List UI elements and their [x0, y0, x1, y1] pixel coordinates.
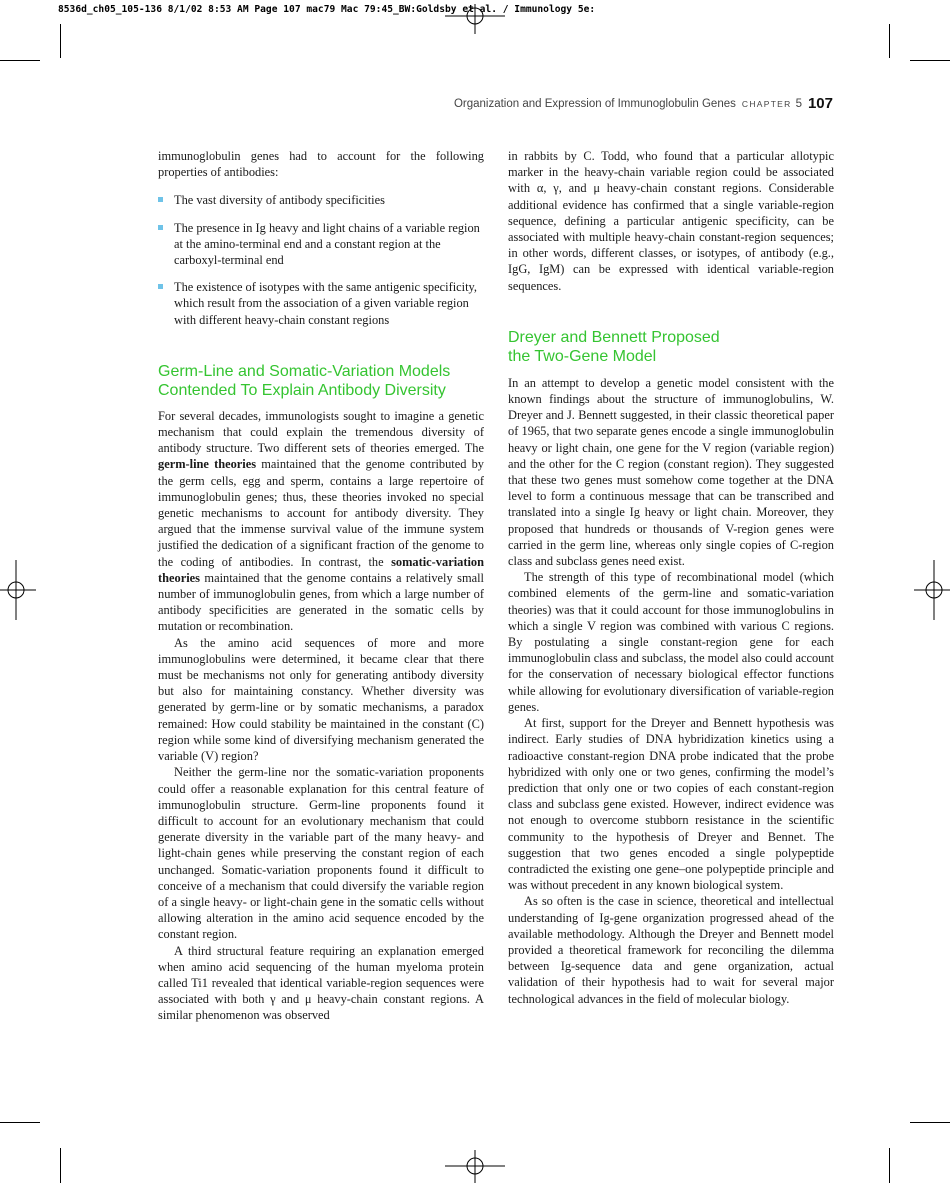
body-paragraph: For several decades, immunologists sought to imagine a genetic mechanism that could explain the tremendous diversity of antibody structure. Two different sets of theories emerged. The germ-line theories maintained that the genome contributed by the germ cells, egg and sperm, contains a large repertoire of immunoglobulin genes; thus, these theories invoked no special genetic mechanisms to account for antibody diversity. They argued that the immense survival value of the immune system justified the dedication of a significant fraction of the genome to the coding of antibodies. In contrast, the somatic-variation theories maintained that the genome contains a relatively small number of immunoglobulin genes, from which a large number of antibody specificities are generated in the somatic cells by mutation or recombination.: [158, 408, 484, 634]
body-paragraph: As the amino acid sequences of more and more immunoglobulins were determined, it became clear that there must be mechanisms not only for generating antibody diversity but also for maintaining constancy. Whether diversity was generated by germ-line or by somatic mechanisms, a paradox remained: How could stability be maintained in the constant (C) region while some kind of diversifying mechanism generated the variable (V) region?: [158, 635, 484, 764]
crop-mark-top-left-v: [60, 24, 61, 58]
body-paragraph: At first, support for the Dreyer and Bennett hypothesis was indirect. Early studies of DNA hybridization kinetics using a radioactive constant-region DNA probe indicated that the probe hybridized with only one or two genes, confirming the model’s prediction that only one or two copies of each constant-region class and subclass gene existed. However, indirect evidence was not enough to overcome stubborn resistance in the scientific community to the hypothesis of Dreyer and Bennet. The suggestion that two genes encoded a single polypeptide contradicted the existing one gene–one polypeptide principle and was without precedent in any known biological system.: [508, 716, 834, 893]
body-paragraph: The strength of this type of recombinational model (which combined elements of the germ-line and somatic-variation theories) was that it could account for those immunoglobulins in which a single V region was combined with various C regions. By postulating a single constant-region gene for each immunoglobulin class and subclass, the model also could account for the conservation of necessary biological effector functions while allowing for evolutionary diversification of variable-region genes.: [508, 570, 834, 714]
bullet-item: The presence in Ig heavy and light chains of a variable region at the amino-terminal end and a constant region at the carboxyl-terminal end: [158, 220, 484, 269]
body-paragraph: In an attempt to develop a genetic model consistent with the known findings about the structure of immunoglobulins, W. Dreyer and J. Bennett suggested, in their classic theoretical paper of 1965, that two separate genes encode a single immunoglobulin heavy or light chain, one gene for the V region (variable region) and the other for the C region (constant region). They suggested that these two genes must somehow come together at the DNA level to form a continuous message that can be transcribed and translated into a single Ig heavy or light chain. Moreover, they proposed that hundreds or thousands of V-region genes were carried in the germ line, whereas only single copies of C-region class and subclass genes need exist.: [508, 375, 834, 569]
bullet-item: The vast diversity of antibody specificities: [158, 192, 484, 208]
body-paragraph: in rabbits by C. Todd, who found that a particular allotypic marker in the heavy-chain variable region could be associated with α, γ, and μ heavy-chain constant regions. Considerable additional evidence has confirmed that a single variable-region sequence, defining a particular antigenic specificity, can be associated with multiple heavy-chain constant-region sequences; in other words, different classes, or isotypes, of antibody (e.g., IgG, IgM) can be expressed with identical variable-region sequences.: [508, 149, 834, 293]
running-head-chapter-number: 5: [795, 98, 802, 110]
running-head-title: Organization and Expression of Immunoglobulin Genes: [453, 98, 736, 110]
bullet-item: The existence of isotypes with the same antigenic specificity, which result from the association of a given variable region with different heavy-chain constant regions: [158, 279, 484, 328]
crop-mark-top-right-h: [910, 60, 950, 61]
crop-mark-top-left-h: [0, 60, 40, 61]
printer-slug: 8536d_ch05_105-136 8/1/02 8:53 AM Page 107 mac79 Mac 79:45_BW:Goldsby et al. / Immunology 5e:: [58, 4, 596, 15]
running-head: [454, 98, 802, 110]
crop-mark-bottom-right-h: [910, 1122, 950, 1123]
crop-mark-bottom-right-v: [889, 1148, 890, 1183]
registration-mark-top-icon: [445, 4, 505, 34]
section-heading-dreyer-bennett: Dreyer and Bennett Proposed the Two-Gene Model: [508, 328, 720, 366]
section-heading-germ-line: Germ-Line and Somatic-Variation Models Contended To Explain Antibody Diversity: [158, 362, 451, 400]
body-paragraph: Neither the germ-line nor the somatic-variation proponents could offer a reasonable explanation for this central feature of immunoglobulin structure. Germ-line proponents found it difficult to account for an evolutionary mechanism that could generate diversity in the variable part of the many heavy- and light-chain genes while preserving the constant region of each unchanged. Somatic-variation proponents found it difficult to conceive of a mechanism that could diversify the variable region of a single heavy- or light-chain gene in the somatic cells without allowing alteration in the amino acid sequence encoded by the constant region.: [158, 765, 484, 942]
page-number: 107: [807, 95, 833, 112]
right-column: [508, 148, 834, 1007]
bullet-square-icon: [158, 225, 163, 230]
registration-mark-bottom-icon: [445, 1150, 505, 1183]
bullet-square-icon: [158, 197, 163, 202]
crop-mark-bottom-left-h: [0, 1122, 40, 1123]
term-somatic-variation-theories: somatic-variation theories: [158, 554, 484, 585]
bullet-square-icon: [158, 284, 163, 289]
crop-mark-top-right-v: [889, 24, 890, 58]
term-germ-line-theories: germ-line theories: [158, 457, 257, 472]
crop-mark-bottom-left-v: [60, 1148, 61, 1183]
running-head-chapter-label: CHAPTER: [741, 99, 792, 109]
body-paragraph: As so often is the case in science, theoretical and intellectual understanding of Ig-gene organization progressed ahead of the available methodology. Although the Dreyer and Bennett model provided a theoretical framework for reconciling the dilemma between Ig-sequence data and gene organization, actual validation of their hypothesis had to wait for several major technological advances in the field of molecular biology.: [508, 894, 834, 1006]
left-column: [158, 148, 484, 1024]
intro-paragraph: immunoglobulin genes had to account for the following properties of antibodies:: [158, 149, 484, 180]
body-paragraph: A third structural feature requiring an explanation emerged when amino acid sequencing of the human myeloma protein called Ti1 revealed that identical variable-region sequences were associated with both γ and μ heavy-chain constant regions. A similar phenomenon was observed: [158, 943, 484, 1023]
registration-mark-right-icon: [914, 560, 950, 620]
registration-mark-left-icon: [0, 560, 36, 620]
